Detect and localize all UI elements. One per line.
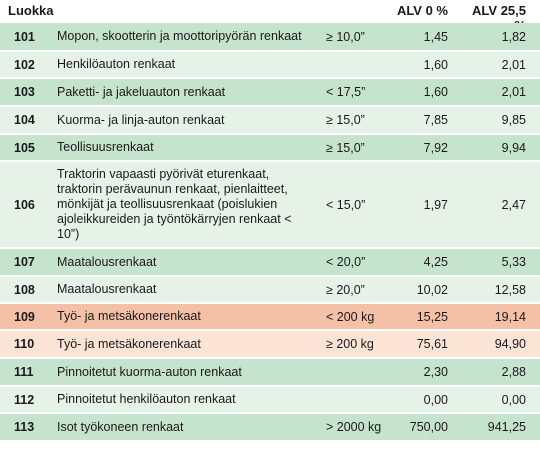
fee-vat-25-5: 2,01 bbox=[501, 57, 526, 72]
class-description: Työ- ja metsäkonerenkaat bbox=[57, 336, 201, 351]
class-description: Mopon, skootterin ja moottoripyörän renkaat bbox=[57, 29, 302, 43]
table-row bbox=[0, 107, 540, 135]
size-limit: < 20,0” bbox=[326, 255, 366, 269]
fee-vat-25-5: 12,58 bbox=[494, 282, 526, 297]
fee-vat-25-5: 19,14 bbox=[494, 309, 526, 324]
class-description: Teollisuusrenkaat bbox=[57, 140, 154, 154]
size-limit: < 17,5” bbox=[326, 85, 366, 99]
fee-vat-25-5: 9,94 bbox=[501, 140, 526, 155]
class-description: Maatalousrenkaat bbox=[57, 254, 157, 269]
header-vat-25-5: ALV 25,5 bbox=[472, 3, 526, 18]
fee-vat-25-5: 2,88 bbox=[501, 365, 526, 379]
fee-vat-0: 750,00 bbox=[409, 420, 448, 434]
table-row bbox=[0, 162, 540, 249]
header-class: Luokka bbox=[8, 3, 54, 18]
class-description: Kuorma- ja linja-auton renkaat bbox=[57, 112, 225, 127]
table-row bbox=[0, 79, 540, 107]
fee-vat-0: 4,25 bbox=[423, 255, 448, 269]
fee-vat-0: 2,30 bbox=[423, 365, 448, 379]
fee-vat-25-5: 941,25 bbox=[487, 420, 526, 434]
size-limit: < 15,0” bbox=[326, 197, 366, 212]
fee-vat-0: 1,60 bbox=[423, 57, 448, 72]
table-row bbox=[0, 52, 540, 79]
class-code: 113 bbox=[14, 420, 35, 434]
table-row bbox=[0, 277, 540, 304]
fee-vat-25-5: 1,82 bbox=[501, 29, 526, 44]
table-row bbox=[0, 359, 540, 387]
size-limit: < 200 kg bbox=[326, 309, 375, 324]
fee-vat-0: 7,92 bbox=[423, 140, 448, 155]
class-code: 108 bbox=[14, 282, 35, 297]
size-limit: ≥ 20,0” bbox=[326, 282, 365, 297]
class-code: 111 bbox=[14, 365, 34, 379]
size-limit: > 2000 kg bbox=[326, 420, 382, 434]
size-limit: ≥ 10,0” bbox=[326, 29, 365, 44]
table-row bbox=[0, 331, 540, 359]
class-code: 101 bbox=[14, 29, 35, 44]
fee-vat-0: 1,60 bbox=[423, 85, 448, 99]
fee-vat-25-5: 2,01 bbox=[501, 85, 526, 99]
header-vat-0: ALV 0 % bbox=[396, 3, 448, 18]
class-description: Henkilöauton renkaat bbox=[57, 57, 176, 71]
fee-vat-25-5: 2,47 bbox=[501, 197, 526, 212]
fee-vat-0: 0,00 bbox=[423, 392, 448, 407]
fee-vat-0: 10,02 bbox=[416, 282, 448, 297]
fee-vat-0: 1,97 bbox=[423, 197, 448, 212]
class-description: Isot työkoneen renkaat bbox=[57, 419, 184, 434]
class-description: Paketti- ja jakeluauton renkaat bbox=[57, 84, 226, 99]
size-limit: ≥ 15,0” bbox=[326, 113, 365, 127]
class-code: 110 bbox=[14, 337, 35, 351]
table-row bbox=[0, 304, 540, 331]
class-code: 107 bbox=[14, 255, 35, 269]
size-limit: ≥ 15,0” bbox=[326, 140, 365, 155]
class-code: 102 bbox=[14, 57, 35, 72]
fee-vat-25-5: 5,33 bbox=[501, 255, 526, 269]
fee-vat-0: 15,25 bbox=[416, 309, 448, 324]
class-description: Työ- ja metsäkonerenkaat bbox=[57, 309, 201, 323]
class-code: 103 bbox=[14, 85, 35, 99]
class-description: Pinnoitetut kuorma-auton renkaat bbox=[57, 364, 242, 379]
class-description: Pinnoitetut henkilöauton renkaat bbox=[57, 392, 236, 406]
fee-vat-25-5: 94,90 bbox=[494, 337, 526, 351]
class-code: 104 bbox=[14, 113, 35, 127]
fee-vat-0: 75,61 bbox=[416, 337, 448, 351]
table-row bbox=[0, 414, 540, 442]
fee-vat-25-5: 0,00 bbox=[501, 392, 526, 407]
class-code: 106 bbox=[14, 197, 35, 212]
class-code: 112 bbox=[14, 392, 35, 407]
class-description: Traktorin vapaasti pyörivät eturenkaat, traktorin perävaunun renkaat, pienlaitteet, mönkijät ja teollisuusrenkaat (poislukien ajoleikkureiden ja työntökärryjen renkaat < 10”) bbox=[57, 167, 292, 241]
table-row bbox=[0, 135, 540, 162]
size-limit: ≥ 200 kg bbox=[326, 337, 374, 351]
table-header bbox=[0, 0, 540, 22]
table-row bbox=[0, 249, 540, 277]
class-code: 109 bbox=[14, 309, 35, 324]
fee-vat-25-5: 9,85 bbox=[501, 113, 526, 127]
class-description: Maatalousrenkaat bbox=[57, 282, 157, 296]
fee-vat-0: 1,45 bbox=[423, 29, 448, 44]
table-body bbox=[0, 23, 540, 442]
fee-vat-0: 7,85 bbox=[423, 113, 448, 127]
class-code: 105 bbox=[14, 140, 35, 155]
table-row bbox=[0, 387, 540, 414]
table-row bbox=[0, 23, 540, 52]
